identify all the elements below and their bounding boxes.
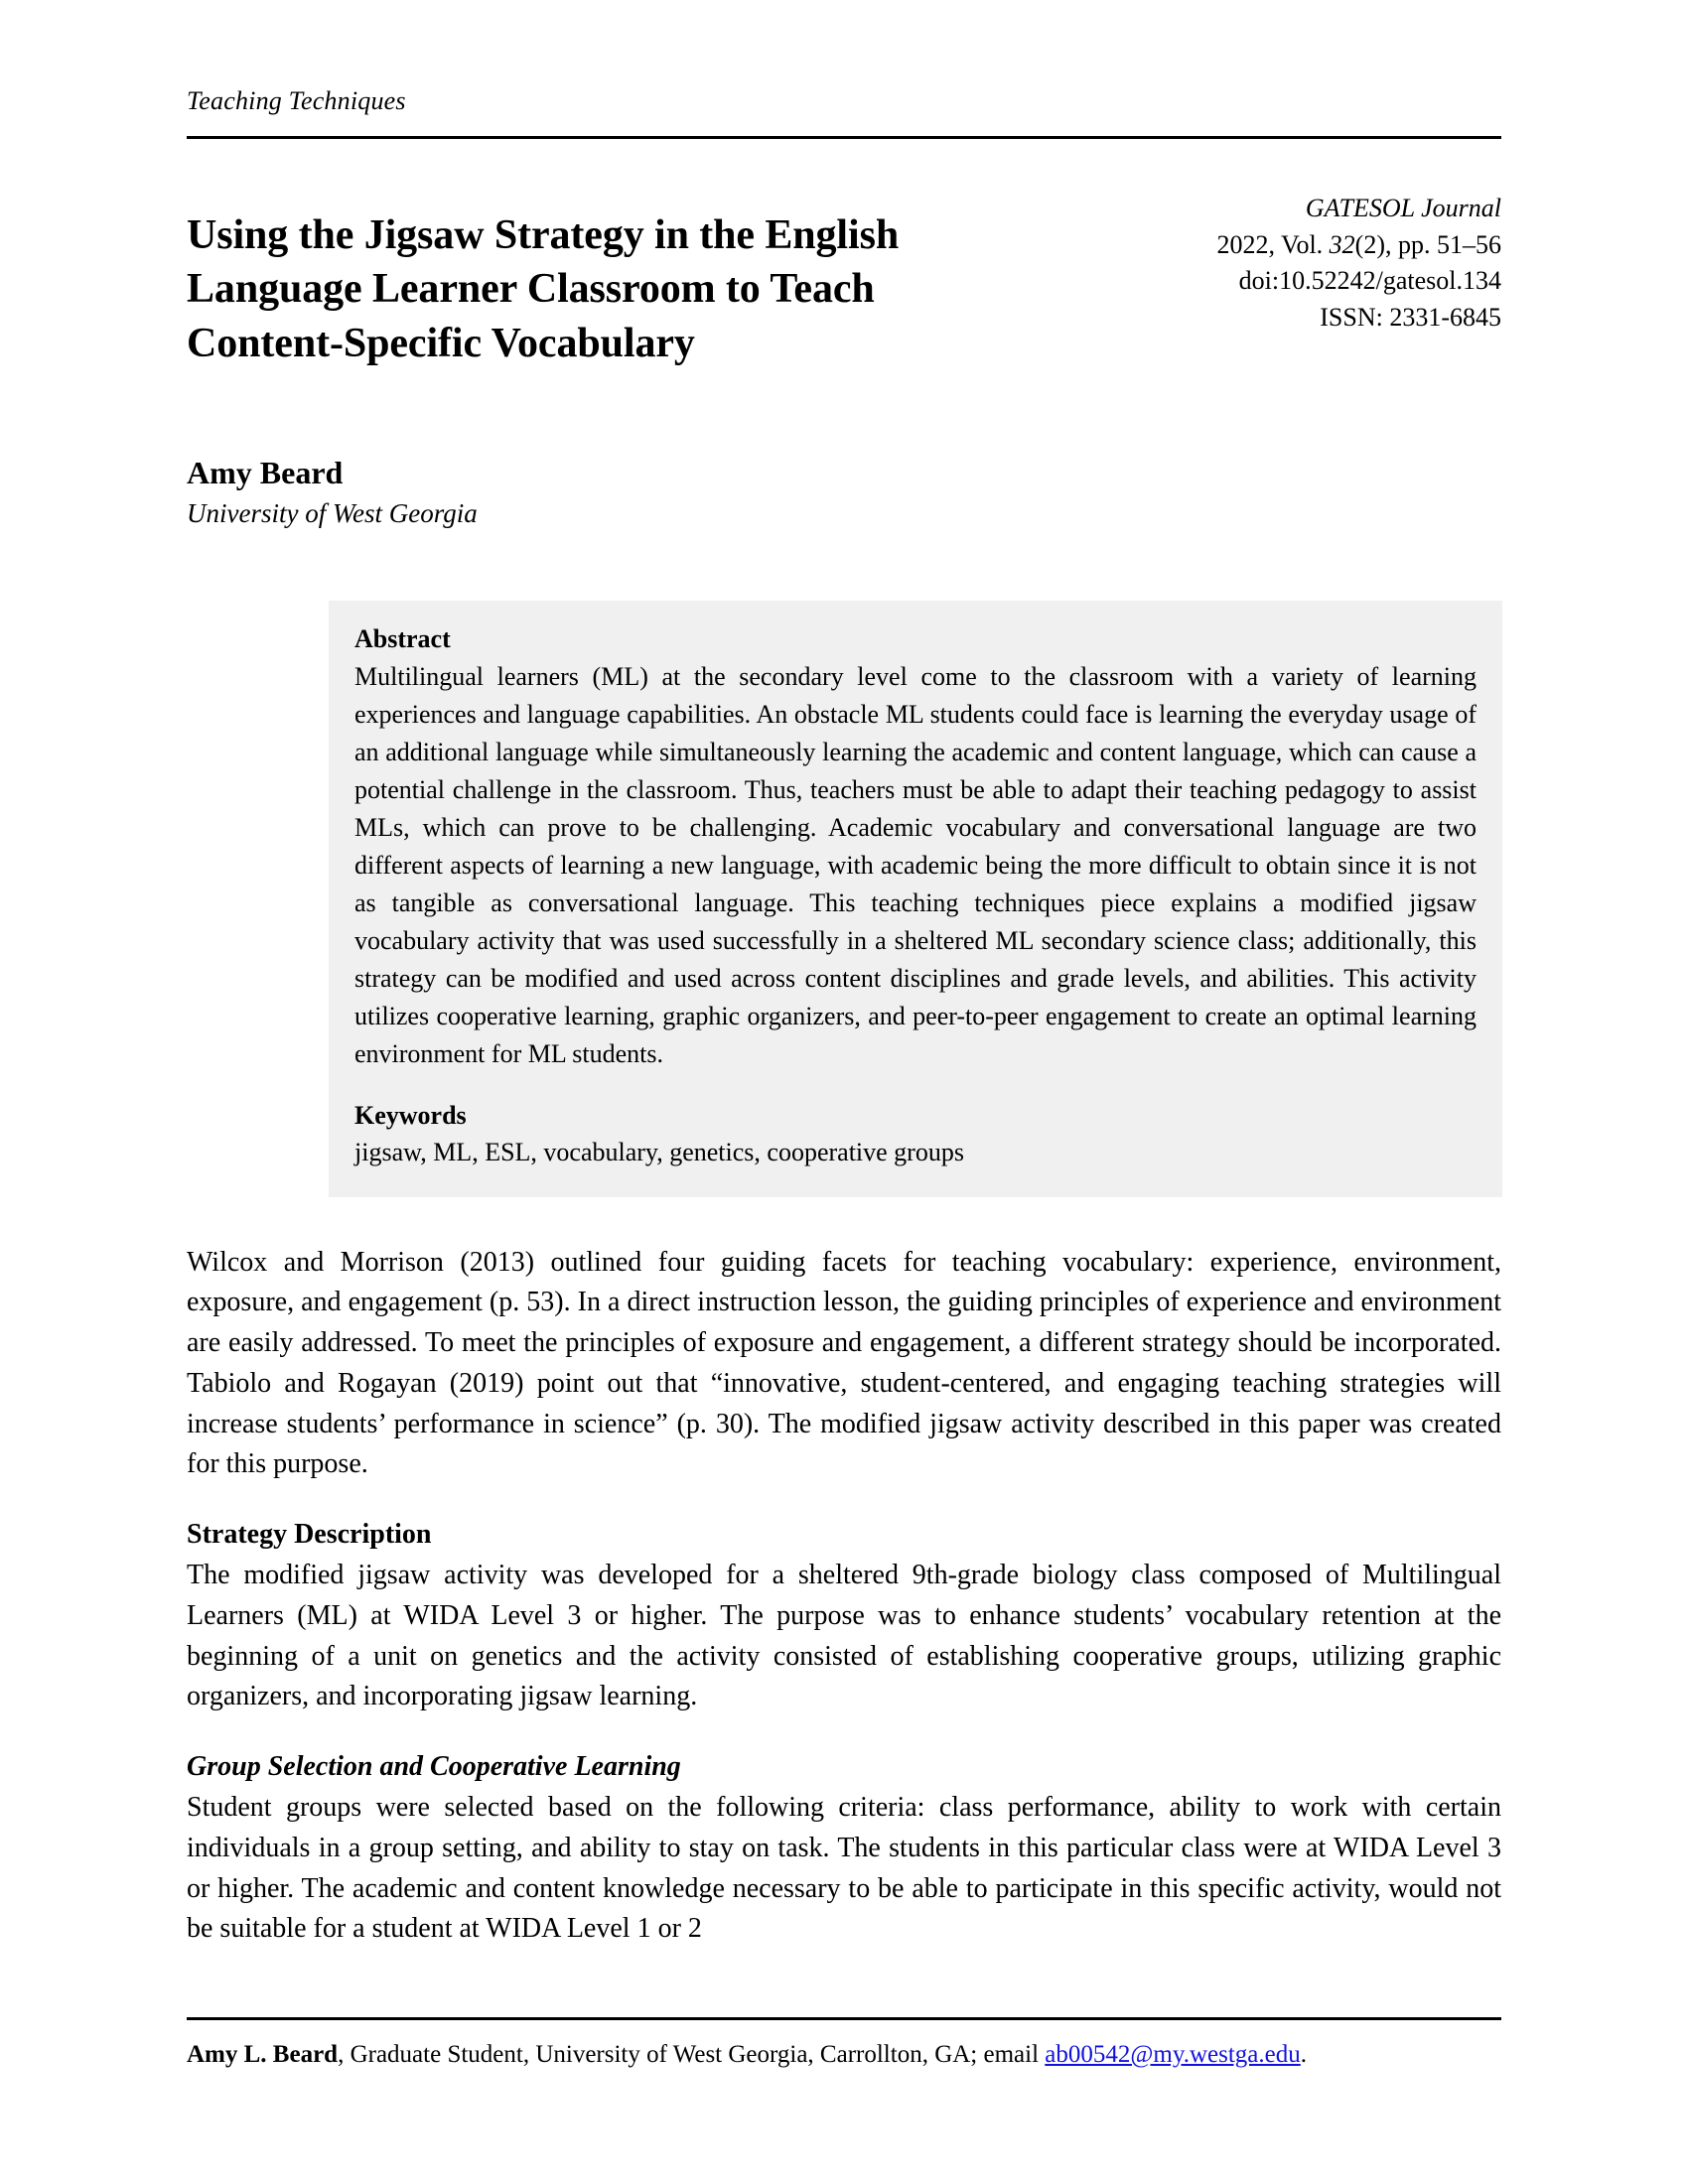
author-affiliation: University of West Georgia (187, 497, 478, 528)
section-heading-strategy-description: Strategy Description (187, 1518, 432, 1550)
strategy-description-paragraph: The modified jigsaw activity was developed for a sheltered 9th-grade biology class composed of Multilingual Learners (ML) at WIDA Level 3 or higher. The purpose was to enhance students’ vocabulary retention at the beginning of a unit on genetics and the activity consisted of establishing cooperative groups, utilizing graphic organizers, and incorporating jigsaw learning. (187, 1560, 1501, 1712)
intro-paragraph: Wilcox and Morrison (2013) outlined four guiding facets for teaching vocabulary: experience, environment, exposure, and engagement (p. 53). In a direct instruction lesson, the guiding principles of experience and environment are easily addressed. To meet the principles of exposure and engagement, a different strategy should be incorporated. Tabiolo and Rogayan (2019) point out that “innovative, student-centered, and engaging teaching strategies will increase students’ performance in science” (p. 30). The modified jigsaw activity described in this paper was created for this purpose. (187, 1246, 1501, 1480)
footnote-details: , Graduate Student, University of West Georgia, Carrollton, GA; email (338, 2041, 1046, 2068)
abstract-heading: Abstract (354, 623, 451, 653)
journal-name: GATESOL Journal (1305, 193, 1501, 222)
abstract-text: Multilingual learners (ML) at the secondary level come to the classroom with a variety of learning experiences and language capabilities. An obstacle ML students could face is learning the everyday usage of an additional language while simultaneously learning the academic and content language, which can cause a potential challenge in the classroom. Thus, teachers must be able to adapt their teaching pedagogy to assist MLs, which can prove to be challenging. Academic vocabulary and conversational language are two different aspects of learning a new language, with academic being the more difficult to obtain since it is not as tangible as conversational language. This teaching techniques piece explains a modified jigsaw vocabulary activity that was used successfully in a sheltered ML secondary science class; additionally, this strategy can be modified and used across content disciplines and grade levels, and abilities. This activity utilizes cooperative learning, graphic organizers, and peer-to-peer engagement to create an optimal learning environment for ML students. (354, 661, 1477, 1069)
header-divider (187, 136, 1501, 139)
author-block (187, 453, 1501, 531)
footnote-trailing-period: . (1300, 2041, 1307, 2068)
author-email-link[interactable]: ab00542@my.westga.edu (1045, 2041, 1301, 2068)
journal-issn: ISSN: 2331-6845 (1320, 303, 1501, 333)
author-name: Amy Beard (187, 454, 344, 490)
subsection-heading-group-selection: Group Selection and Cooperative Learning (187, 1751, 681, 1783)
keywords-text: jigsaw, ML, ESL, vocabulary, genetics, cooperative groups (354, 1138, 964, 1167)
footnote-divider (187, 2017, 1501, 2020)
running-head: Teaching Techniques (187, 86, 406, 115)
footnote-text (187, 2037, 1501, 2073)
citation-suffix: (2), pp. 51–56 (1354, 229, 1501, 259)
group-selection-paragraph: Student groups were selected based on the following criteria: class performance, ability to work with certain individuals in a group setting, and ability to stay on task. The students in this particular class were at WIDA Level 3 or higher. The academic and content knowledge necessary to be able to participate in this specific activity, would not be suitable for a student at WIDA Level 1 or 2 (187, 1792, 1501, 1945)
volume-number: 32 (1329, 229, 1355, 259)
citation-prefix: 2022, Vol. (1216, 229, 1330, 259)
page-title: Using the Jigsaw Strategy in the English Language Learner Classroom to Teach Content-Specific Vocabulary (187, 211, 900, 366)
journal-info (1216, 181, 1501, 338)
title-and-journal-block (187, 181, 1501, 399)
footnote-area (187, 2017, 1501, 2073)
body-content (187, 1243, 1501, 1951)
footnote-author-name: Amy L. Beard (187, 2041, 339, 2068)
journal-doi: doi:10.52242/gatesol.134 (1238, 266, 1501, 296)
keywords-heading: Keywords (354, 1101, 467, 1131)
journal-citation (1216, 227, 1501, 264)
abstract-box (329, 601, 1502, 1197)
